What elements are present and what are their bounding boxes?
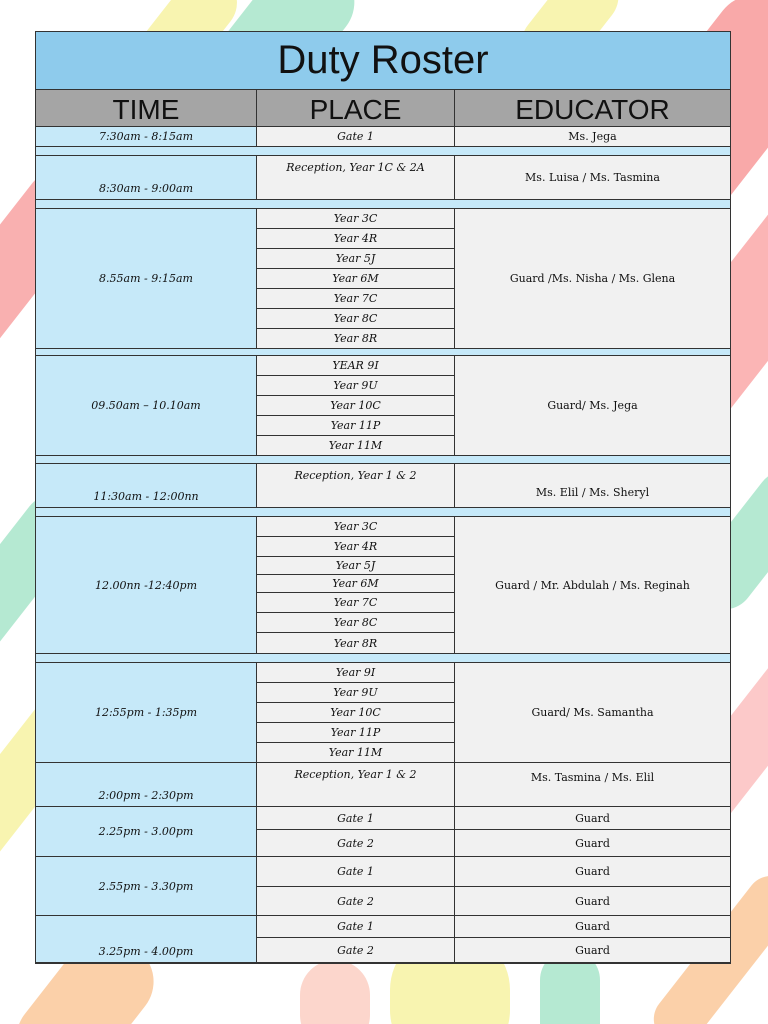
duty-roster-table: [35, 31, 731, 964]
row-separator: [36, 654, 730, 663]
place-cell: Year 8C: [257, 613, 455, 633]
column-header-educator: EDUCATOR: [455, 90, 730, 127]
row-separator: [36, 349, 730, 356]
row-separator: [36, 200, 730, 209]
place-cell: Gate 1: [257, 127, 455, 147]
time-cell: 2.25pm - 3.00pm: [36, 807, 257, 857]
time-cell: 2:00pm - 2:30pm: [36, 763, 257, 807]
educator-cell: Guard: [455, 807, 730, 830]
row-separator: [36, 147, 730, 156]
place-cell: Gate 1: [257, 807, 455, 830]
place-cell: Year 9U: [257, 376, 455, 396]
time-cell: 8.55am - 9:15am: [36, 209, 257, 349]
educator-cell: Guard / Mr. Abdulah / Ms. Reginah: [455, 517, 730, 654]
time-cell: 12.00nn -12:40pm: [36, 517, 257, 654]
place-cell: Year 8R: [257, 633, 455, 654]
place-cell: Year 3C: [257, 209, 455, 229]
place-cell: Year 11P: [257, 416, 455, 436]
place-cell: YEAR 9I: [257, 356, 455, 376]
row-separator: [36, 456, 730, 464]
place-cell: Year 9I: [257, 663, 455, 683]
educator-cell: Guard: [455, 830, 730, 857]
place-cell: Year 5J: [257, 557, 455, 575]
time-cell: 8:30am - 9:00am: [36, 156, 257, 200]
column-header-place: PLACE: [257, 90, 455, 127]
place-cell: Year 11M: [257, 436, 455, 456]
place-cell: Year 4R: [257, 229, 455, 249]
row-separator: [36, 508, 730, 517]
column-header-time: TIME: [36, 90, 257, 127]
place-cell: Year 6M: [257, 575, 455, 593]
educator-cell: Ms. Elil / Ms. Sheryl: [455, 464, 730, 508]
place-cell: Gate 1: [257, 857, 455, 887]
educator-cell: Guard: [455, 857, 730, 887]
place-cell: Gate 1: [257, 916, 455, 938]
place-cell: Year 8C: [257, 309, 455, 329]
place-cell: Year 6M: [257, 269, 455, 289]
place-cell: Reception, Year 1C & 2A: [257, 156, 455, 200]
place-cell: Year 7C: [257, 593, 455, 613]
place-cell: Year 9U: [257, 683, 455, 703]
place-cell: Reception, Year 1 & 2: [257, 464, 455, 508]
time-cell: 3.25pm - 4.00pm: [36, 916, 257, 963]
place-cell: Gate 2: [257, 887, 455, 916]
page-title: Duty Roster: [36, 32, 730, 90]
place-cell: Year 11M: [257, 743, 455, 763]
place-cell: Gate 2: [257, 938, 455, 963]
place-cell: Reception, Year 1 & 2: [257, 763, 455, 807]
time-cell: 09.50am – 10.10am: [36, 356, 257, 456]
place-cell: Year 10C: [257, 396, 455, 416]
educator-cell: Guard: [455, 938, 730, 963]
time-cell: 2.55pm - 3.30pm: [36, 857, 257, 916]
educator-cell: Guard /Ms. Nisha / Ms. Glena: [455, 209, 730, 349]
place-cell: Year 7C: [257, 289, 455, 309]
place-cell: Year 11P: [257, 723, 455, 743]
educator-cell: Guard: [455, 916, 730, 938]
place-cell: Year 10C: [257, 703, 455, 723]
place-cell: Year 4R: [257, 537, 455, 557]
background-stripe-pink: [300, 960, 370, 1024]
educator-cell: Ms. Tasmina / Ms. Elil: [455, 763, 730, 807]
educator-cell: Guard/ Ms. Samantha: [455, 663, 730, 763]
educator-cell: Ms. Luisa / Ms. Tasmina: [455, 156, 730, 200]
time-cell: 11:30am - 12:00nn: [36, 464, 257, 508]
educator-cell: Ms. Jega: [455, 127, 730, 147]
educator-cell: Guard: [455, 887, 730, 916]
time-cell: 7:30am - 8:15am: [36, 127, 257, 147]
time-cell: 12:55pm - 1:35pm: [36, 663, 257, 763]
place-cell: Gate 2: [257, 830, 455, 857]
place-cell: Year 3C: [257, 517, 455, 537]
educator-cell: Guard/ Ms. Jega: [455, 356, 730, 456]
place-cell: Year 8R: [257, 329, 455, 349]
place-cell: Year 5J: [257, 249, 455, 269]
